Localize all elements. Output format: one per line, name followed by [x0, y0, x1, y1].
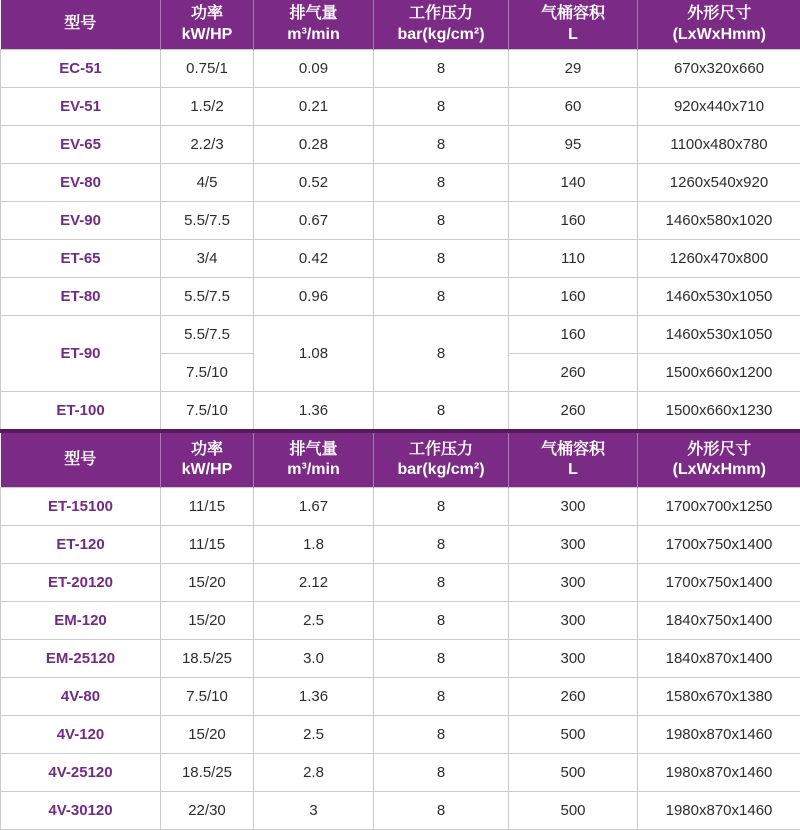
cell-model: EV-51: [1, 88, 161, 126]
cell-pressure: 8: [374, 164, 509, 202]
column-header-model: [1, 0, 161, 50]
column-header-line: L: [509, 460, 637, 480]
cell-dimensions: 1980x870x1460: [638, 792, 800, 830]
column-header-dimensions: [638, 0, 800, 50]
cell-power: 7.5/10: [161, 392, 254, 432]
column-header-tank-volume: [509, 0, 638, 50]
table-row: [1, 240, 800, 278]
cell-power: 15/20: [161, 564, 254, 602]
cell-tank-volume: 160: [509, 202, 638, 240]
cell-pressure: 8: [374, 202, 509, 240]
cell-tank-volume: 500: [509, 792, 638, 830]
column-header-power: [161, 431, 254, 488]
cell-pressure: 8: [374, 240, 509, 278]
cell-pressure: 8: [374, 564, 509, 602]
table-section-1: [1, 0, 800, 431]
cell-model: 4V-80: [1, 678, 161, 716]
cell-power: 5.5/7.5: [161, 316, 254, 354]
cell-model: EM-25120: [1, 640, 161, 678]
cell-model: 4V-30120: [1, 792, 161, 830]
cell-power: 11/15: [161, 488, 254, 526]
cell-pressure: 8: [374, 392, 509, 432]
table-row: [1, 316, 800, 354]
cell-power: 22/30: [161, 792, 254, 830]
cell-pressure: 8: [374, 526, 509, 564]
cell-displacement: 1.08: [254, 316, 374, 392]
table-row: [1, 50, 800, 88]
cell-model: EV-65: [1, 126, 161, 164]
cell-model: ET-15100: [1, 488, 161, 526]
cell-model: EV-90: [1, 202, 161, 240]
cell-dimensions: 1460x530x1050: [638, 278, 800, 316]
cell-tank-volume: 160: [509, 316, 638, 354]
cell-power: 18.5/25: [161, 754, 254, 792]
cell-tank-volume: 500: [509, 716, 638, 754]
cell-power: 0.75/1: [161, 50, 254, 88]
cell-power: 5.5/7.5: [161, 278, 254, 316]
cell-displacement: 0.96: [254, 278, 374, 316]
table-row: [1, 792, 800, 830]
column-header-line: 排气量: [254, 4, 373, 24]
cell-model: ET-90: [1, 316, 161, 392]
cell-displacement: 1.67: [254, 488, 374, 526]
table-row: [1, 164, 800, 202]
cell-dimensions: 670x320x660: [638, 50, 800, 88]
column-header-model: [1, 431, 161, 488]
cell-power: 7.5/10: [161, 678, 254, 716]
table-row: [1, 202, 800, 240]
table-row: [1, 488, 800, 526]
cell-tank-volume: 260: [509, 392, 638, 432]
cell-dimensions: 1260x540x920: [638, 164, 800, 202]
cell-displacement: 0.21: [254, 88, 374, 126]
cell-power: 15/20: [161, 716, 254, 754]
column-header-line: bar(kg/cm²): [374, 25, 508, 45]
cell-tank-volume: 300: [509, 640, 638, 678]
cell-tank-volume: 300: [509, 526, 638, 564]
cell-pressure: 8: [374, 278, 509, 316]
cell-model: EM-120: [1, 602, 161, 640]
cell-pressure: 8: [374, 88, 509, 126]
column-header-line: 型号: [1, 450, 161, 470]
cell-dimensions: 1980x870x1460: [638, 754, 800, 792]
column-header-line: m³/min: [254, 460, 373, 480]
cell-displacement: 2.12: [254, 564, 374, 602]
cell-power: 1.5/2: [161, 88, 254, 126]
cell-tank-volume: 60: [509, 88, 638, 126]
cell-pressure: 8: [374, 50, 509, 88]
cell-pressure: 8: [374, 678, 509, 716]
column-header-line: L: [509, 25, 637, 45]
column-header-line: 功率: [161, 4, 253, 24]
table-section-2: [1, 431, 800, 830]
column-header-line: (LxWxHmm): [638, 460, 800, 480]
cell-pressure: 8: [374, 792, 509, 830]
column-header-power: [161, 0, 254, 50]
cell-power: 11/15: [161, 526, 254, 564]
table-row: [1, 678, 800, 716]
column-header-line: (LxWxHmm): [638, 25, 800, 45]
cell-displacement: 1.8: [254, 526, 374, 564]
column-header-line: m³/min: [254, 25, 373, 45]
cell-pressure: 8: [374, 640, 509, 678]
cell-model: EV-80: [1, 164, 161, 202]
column-header-line: 外形尺寸: [638, 4, 800, 24]
cell-dimensions: 1700x750x1400: [638, 564, 800, 602]
column-header-line: 型号: [1, 14, 161, 34]
cell-displacement: 1.36: [254, 392, 374, 432]
cell-displacement: 0.52: [254, 164, 374, 202]
cell-dimensions: 1580x670x1380: [638, 678, 800, 716]
cell-dimensions: 1980x870x1460: [638, 716, 800, 754]
column-header-tank-volume: [509, 431, 638, 488]
cell-displacement: 1.36: [254, 678, 374, 716]
cell-model: 4V-25120: [1, 754, 161, 792]
cell-model: ET-65: [1, 240, 161, 278]
cell-power: 4/5: [161, 164, 254, 202]
column-header-line: 排气量: [254, 440, 373, 460]
cell-displacement: 0.28: [254, 126, 374, 164]
column-header-line: 工作压力: [374, 440, 508, 460]
cell-pressure: 8: [374, 488, 509, 526]
cell-displacement: 0.67: [254, 202, 374, 240]
cell-displacement: 3.0: [254, 640, 374, 678]
cell-tank-volume: 300: [509, 488, 638, 526]
column-header-line: 外形尺寸: [638, 440, 800, 460]
column-header-line: kW/HP: [161, 460, 253, 480]
table-row: [1, 392, 800, 432]
cell-dimensions: 1840x750x1400: [638, 602, 800, 640]
cell-pressure: 8: [374, 316, 509, 392]
table-row: [1, 716, 800, 754]
cell-model: 4V-120: [1, 716, 161, 754]
cell-tank-volume: 29: [509, 50, 638, 88]
cell-pressure: 8: [374, 754, 509, 792]
cell-model: EC-51: [1, 50, 161, 88]
column-header-line: 功率: [161, 440, 253, 460]
cell-displacement: 3: [254, 792, 374, 830]
column-header-displacement: [254, 0, 374, 50]
cell-displacement: 2.5: [254, 602, 374, 640]
cell-power: 7.5/10: [161, 354, 254, 392]
cell-power: 3/4: [161, 240, 254, 278]
cell-dimensions: 1460x530x1050: [638, 316, 800, 354]
table-row: [1, 754, 800, 792]
cell-power: 15/20: [161, 602, 254, 640]
cell-tank-volume: 140: [509, 164, 638, 202]
column-header-line: bar(kg/cm²): [374, 460, 508, 480]
header-row: [1, 431, 800, 488]
table-row: [1, 602, 800, 640]
cell-power: 2.2/3: [161, 126, 254, 164]
cell-dimensions: 1500x660x1200: [638, 354, 800, 392]
cell-tank-volume: 110: [509, 240, 638, 278]
table-row: [1, 88, 800, 126]
table-row: [1, 526, 800, 564]
table-row: [1, 278, 800, 316]
cell-pressure: 8: [374, 716, 509, 754]
cell-tank-volume: 500: [509, 754, 638, 792]
cell-dimensions: 1260x470x800: [638, 240, 800, 278]
cell-model: ET-80: [1, 278, 161, 316]
table-row: [1, 126, 800, 164]
cell-power: 18.5/25: [161, 640, 254, 678]
cell-tank-volume: 300: [509, 602, 638, 640]
header-row: [1, 0, 800, 50]
cell-model: ET-20120: [1, 564, 161, 602]
column-header-dimensions: [638, 431, 800, 488]
cell-dimensions: 1100x480x780: [638, 126, 800, 164]
cell-model: ET-120: [1, 526, 161, 564]
cell-model: ET-100: [1, 392, 161, 432]
cell-dimensions: 1840x870x1400: [638, 640, 800, 678]
column-header-pressure: [374, 431, 509, 488]
column-header-line: 气桶容积: [509, 4, 637, 24]
cell-tank-volume: 95: [509, 126, 638, 164]
cell-dimensions: 920x440x710: [638, 88, 800, 126]
cell-power: 5.5/7.5: [161, 202, 254, 240]
cell-displacement: 2.5: [254, 716, 374, 754]
cell-dimensions: 1700x750x1400: [638, 526, 800, 564]
table-row: [1, 564, 800, 602]
cell-displacement: 2.8: [254, 754, 374, 792]
cell-tank-volume: 260: [509, 678, 638, 716]
cell-pressure: 8: [374, 126, 509, 164]
cell-displacement: 0.42: [254, 240, 374, 278]
column-header-line: 工作压力: [374, 4, 508, 24]
table-row: [1, 640, 800, 678]
cell-tank-volume: 160: [509, 278, 638, 316]
cell-displacement: 0.09: [254, 50, 374, 88]
cell-tank-volume: 260: [509, 354, 638, 392]
cell-dimensions: 1700x700x1250: [638, 488, 800, 526]
cell-tank-volume: 300: [509, 564, 638, 602]
column-header-displacement: [254, 431, 374, 488]
cell-dimensions: 1500x660x1230: [638, 392, 800, 432]
cell-dimensions: 1460x580x1020: [638, 202, 800, 240]
column-header-pressure: [374, 0, 509, 50]
cell-pressure: 8: [374, 602, 509, 640]
column-header-line: kW/HP: [161, 25, 253, 45]
column-header-line: 气桶容积: [509, 440, 637, 460]
